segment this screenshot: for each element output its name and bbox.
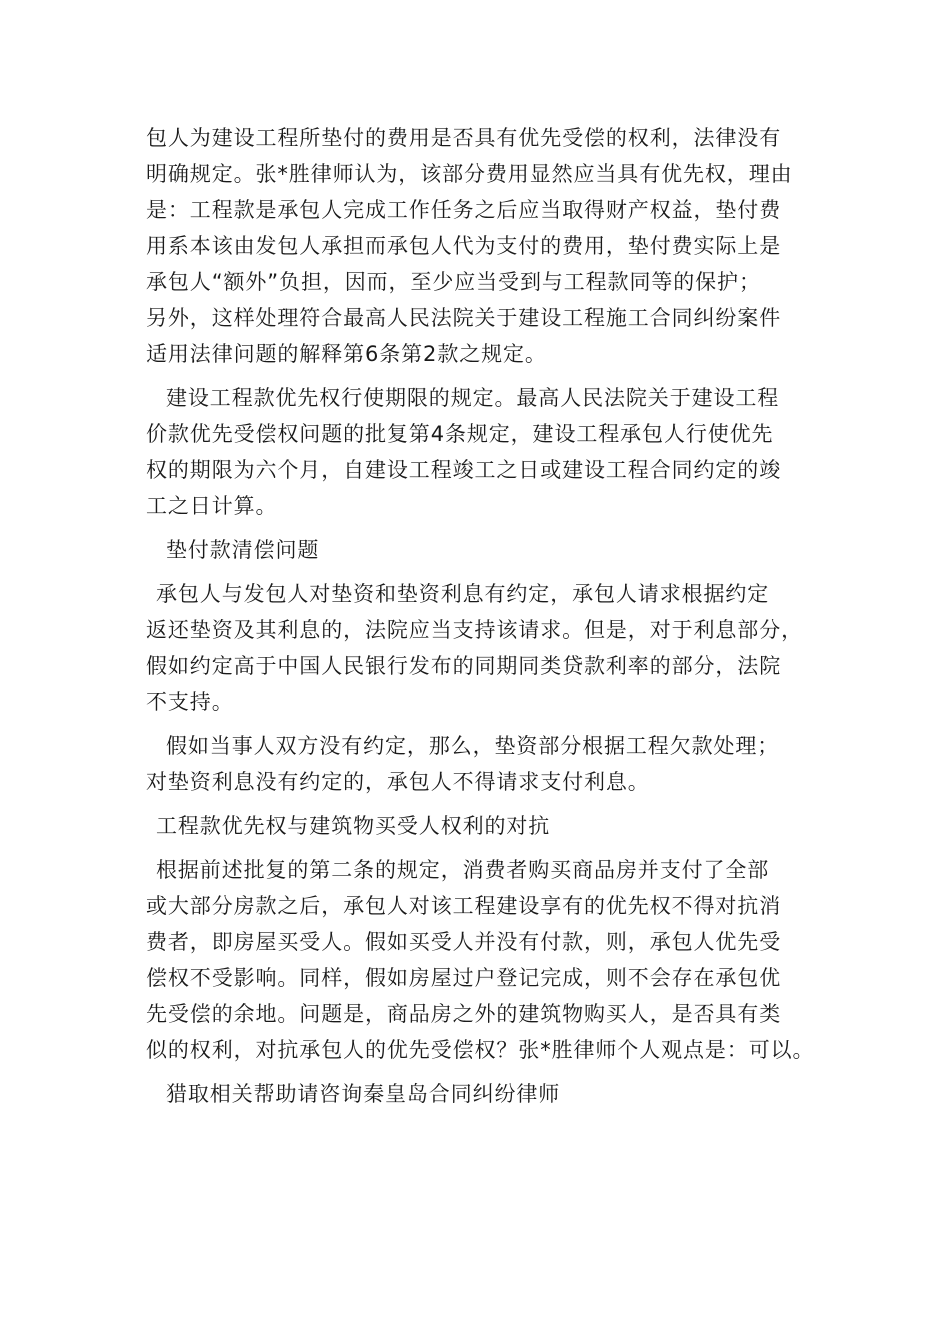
- text-line: 猎取相关帮助请咨询秦皇岛合同纠纷律师: [166, 1082, 561, 1106]
- text-line: 假如当事人双方没有约定，那么，垫资部分根据工程欠款处理；: [166, 734, 780, 758]
- text-line: 建设工程款优先权行使期限的规定。最高人民法院关于建设工程: [166, 386, 780, 410]
- text-line: 垫付款清偿问题: [166, 538, 320, 562]
- text-line: 工之日计算。: [146, 494, 278, 518]
- text-line: 偿权不受影响。同样，假如房屋过户登记完成，则不会存在承包优: [146, 966, 782, 990]
- text-line: 对垫资利息没有约定的，承包人不得请求支付利息。: [146, 770, 650, 794]
- text-line: 根据前述批复的第二条的规定，消费者购买商品房并支付了全部: [156, 858, 770, 882]
- text-line: 是：工程款是承包人完成工作任务之后应当取得财产权益，垫付费: [146, 198, 782, 222]
- text-line: 假如约定高于中国人民银行发布的同期同类贷款利率的部分，法院: [146, 654, 782, 678]
- paragraph-priority-period: [146, 380, 822, 524]
- section-heading-advance-repayment: [146, 532, 822, 568]
- text-line: 或大部分房款之后，承包人对该工程建设享有的优先权不得对抗消: [146, 894, 782, 918]
- document-body: [146, 120, 822, 1120]
- text-line: 用系本该由发包人承担而承包人代为支付的费用，垫付费实际上是: [146, 234, 782, 258]
- text-line: 价款优先受偿权问题的批复第4条规定，建设工程承包人行使优先: [146, 422, 774, 446]
- paragraph-advance-payment-priority: [146, 120, 822, 372]
- text-line: 费者，即房屋买受人。假如买受人并没有付款，则，承包人优先受: [146, 930, 782, 954]
- text-line: 包人为建设工程所垫付的费用是否具有优先受偿的权利，法律没有: [146, 126, 782, 150]
- closing-line: [146, 1076, 822, 1112]
- text-line: 似的权利，对抗承包人的优先受偿权？张*胜律师个人观点是：可以。: [146, 1038, 815, 1062]
- text-line: 权的期限为六个月，自建设工程竣工之日或建设工程合同约定的竣: [146, 458, 782, 482]
- text-line: 先受偿的余地。问题是，商品房之外的建筑物购买人，是否具有类: [146, 1002, 782, 1026]
- paragraph-no-agreement: [146, 728, 822, 800]
- text-line: 明确规定。张*胜律师认为，该部分费用显然应当具有优先权，理由: [146, 162, 793, 186]
- text-line: 工程款优先权与建筑物买受人权利的对抗: [156, 814, 551, 838]
- text-line: 另外，这样处理符合最高人民法院关于建设工程施工合同纠纷案件: [146, 306, 782, 330]
- paragraph-buyer-rights: [146, 852, 822, 1068]
- text-line: 承包人与发包人对垫资和垫资利息有约定，承包人请求根据约定: [156, 582, 770, 606]
- text-line: 适用法律问题的解释第6条第2款之规定。: [146, 342, 547, 366]
- text-line: 返还垫资及其利息的，法院应当支持该请求。但是，对于利息部分，: [146, 618, 803, 642]
- paragraph-advance-interest: [146, 576, 822, 720]
- section-heading-buyer-rights: [146, 808, 822, 844]
- text-line: 不支持。: [146, 690, 234, 714]
- text-line: 承包人“额外”负担，因而，至少应当受到与工程款同等的保护；: [146, 270, 761, 294]
